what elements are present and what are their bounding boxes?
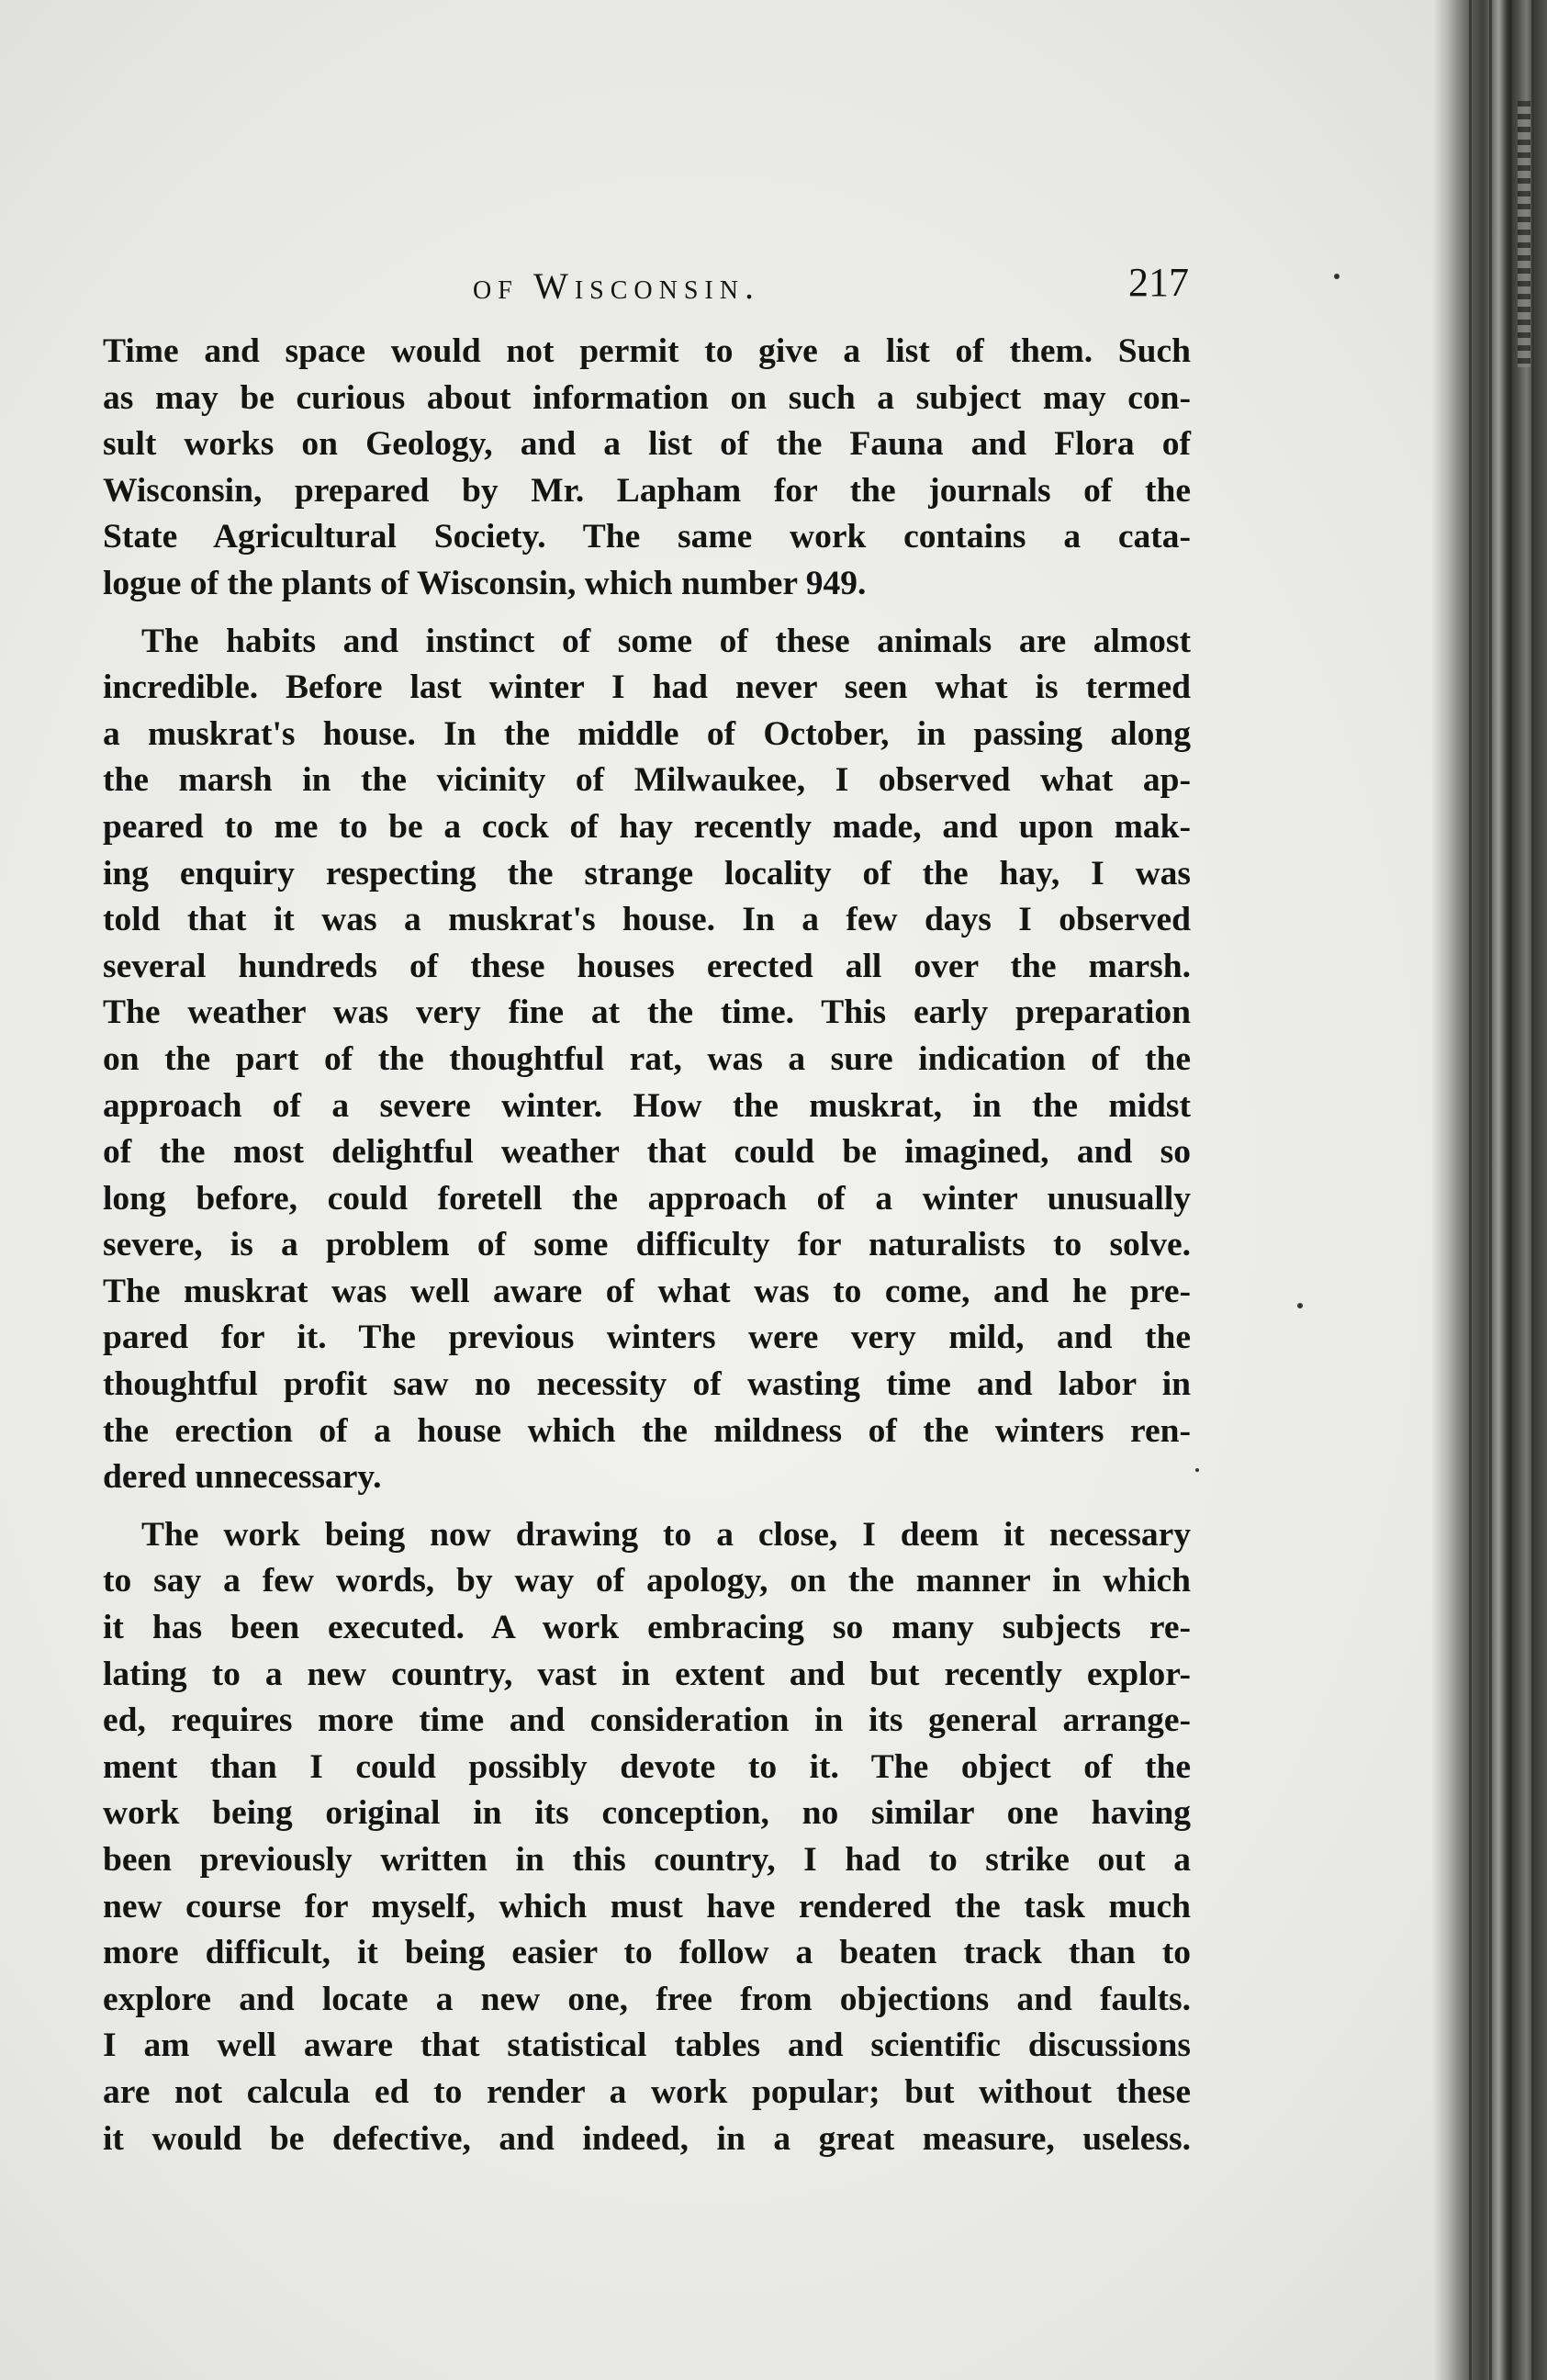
text-line: told that it was a muskrat's house. In a few days I observed	[103, 901, 1191, 939]
text-line: ment than I could possibly devote to it. The object of the	[103, 1747, 1191, 1786]
text-line: more difficult, it being easier to follow a beaten track than to	[103, 1934, 1191, 1972]
text-line: thoughtful profit saw no necessity of wasting time and labor in	[103, 1365, 1191, 1404]
body-text	[103, 329, 1191, 2162]
text-line: The weather was very fine at the time. This early preparation	[103, 994, 1191, 1032]
binding-edge-line	[1509, 0, 1512, 2380]
text-line: Wisconsin, prepared by Mr. Lapham for the journals of the	[103, 471, 1191, 510]
text-line: incredible. Before last winter I had never seen what is termed	[103, 668, 1191, 707]
text-line: a muskrat's house. In the middle of October, in passing along	[103, 714, 1191, 753]
text-line: several hundreds of these houses erected all over the marsh.	[103, 947, 1191, 985]
paragraph	[103, 329, 1191, 608]
paragraph	[103, 619, 1191, 1501]
text-line: sult works on Geology, and a list of the Fauna and Flora of	[103, 425, 1191, 464]
text-line: the marsh in the vicinity of Milwaukee, I observed what ap-	[103, 761, 1191, 800]
text-line: new course for myself, which must have rendered the task much	[103, 1887, 1191, 1925]
text-line: are not calcula ed to render a work popular; but without these	[103, 2072, 1191, 2111]
text-line: to say a few words, by way of apology, on the manner in which	[103, 1562, 1191, 1600]
text-line: work being original in its conception, no similar one having	[103, 1794, 1191, 1833]
text-line: of the most delightful weather that could be imagined, and so	[103, 1133, 1191, 1172]
text-line: lating to a new country, vast in extent and but recently explor-	[103, 1655, 1191, 1693]
text-line: as may be curious about information on such a subject may con-	[103, 378, 1191, 417]
running-head	[106, 257, 1189, 312]
paragraph-gap	[103, 608, 1191, 619]
text-line: severe, is a problem of some difficulty for naturalists to solve.	[103, 1226, 1191, 1264]
text-line: it would be defective, and indeed, in a great measure, useless.	[103, 2119, 1191, 2158]
text-line: explore and locate a new one, free from objections and faults.	[103, 1980, 1191, 2018]
text-line: The habits and instinct of some of these animals are almost	[141, 622, 1191, 660]
text-line: approach of a severe winter. How the muskrat, in the midst	[103, 1086, 1191, 1125]
print-speck	[1195, 1468, 1199, 1472]
binding-edge-line	[1469, 0, 1472, 2380]
running-title: of Wisconsin.	[473, 265, 760, 307]
text-line: I am well aware that statistical tables and scientific discussions	[103, 2026, 1191, 2065]
text-line: the erection of a house which the mildness of the winters ren-	[103, 1411, 1191, 1450]
binding-edge-line	[1489, 0, 1492, 2380]
text-line: been previously written in this country, I had to strike out a	[103, 1841, 1191, 1879]
text-line: The work being now drawing to a close, I deem it necessary	[141, 1515, 1191, 1554]
paragraph	[103, 1512, 1191, 2162]
text-line: ed, requires more time and consideration in its general arrange-	[103, 1701, 1191, 1740]
page-gutter-binding	[1432, 0, 1547, 2380]
text-line: on the part of the thoughtful rat, was a sure indication of the	[103, 1039, 1191, 1078]
text-line: State Agricultural Society. The same work contains a cata-	[103, 518, 1191, 556]
binding-edge-line	[1531, 0, 1534, 2380]
paragraph-gap	[103, 1501, 1191, 1512]
text-line: dered unnecessary.	[103, 1458, 382, 1497]
page-number: 217	[1128, 260, 1189, 305]
print-speck	[1334, 274, 1340, 279]
text-line: logue of the plants of Wisconsin, which number 949.	[103, 564, 867, 602]
text-line: pared for it. The previous winters were very mild, and the	[103, 1319, 1191, 1357]
text-line: ing enquiry respecting the strange locality of the hay, I was	[103, 854, 1191, 892]
text-line: Time and space would not permit to give a list of them. Such	[103, 332, 1191, 370]
text-line: The muskrat was well aware of what was to come, and he pre-	[103, 1272, 1191, 1310]
print-speck	[1297, 1303, 1303, 1308]
text-line: long before, could foretell the approach of a winter unusually	[103, 1179, 1191, 1218]
text-line: it has been executed. A work embracing so many subjects re-	[103, 1609, 1191, 1647]
text-line: peared to me to be a cock of hay recently made, and upon mak-	[103, 807, 1191, 846]
binding-mark	[1518, 101, 1530, 367]
